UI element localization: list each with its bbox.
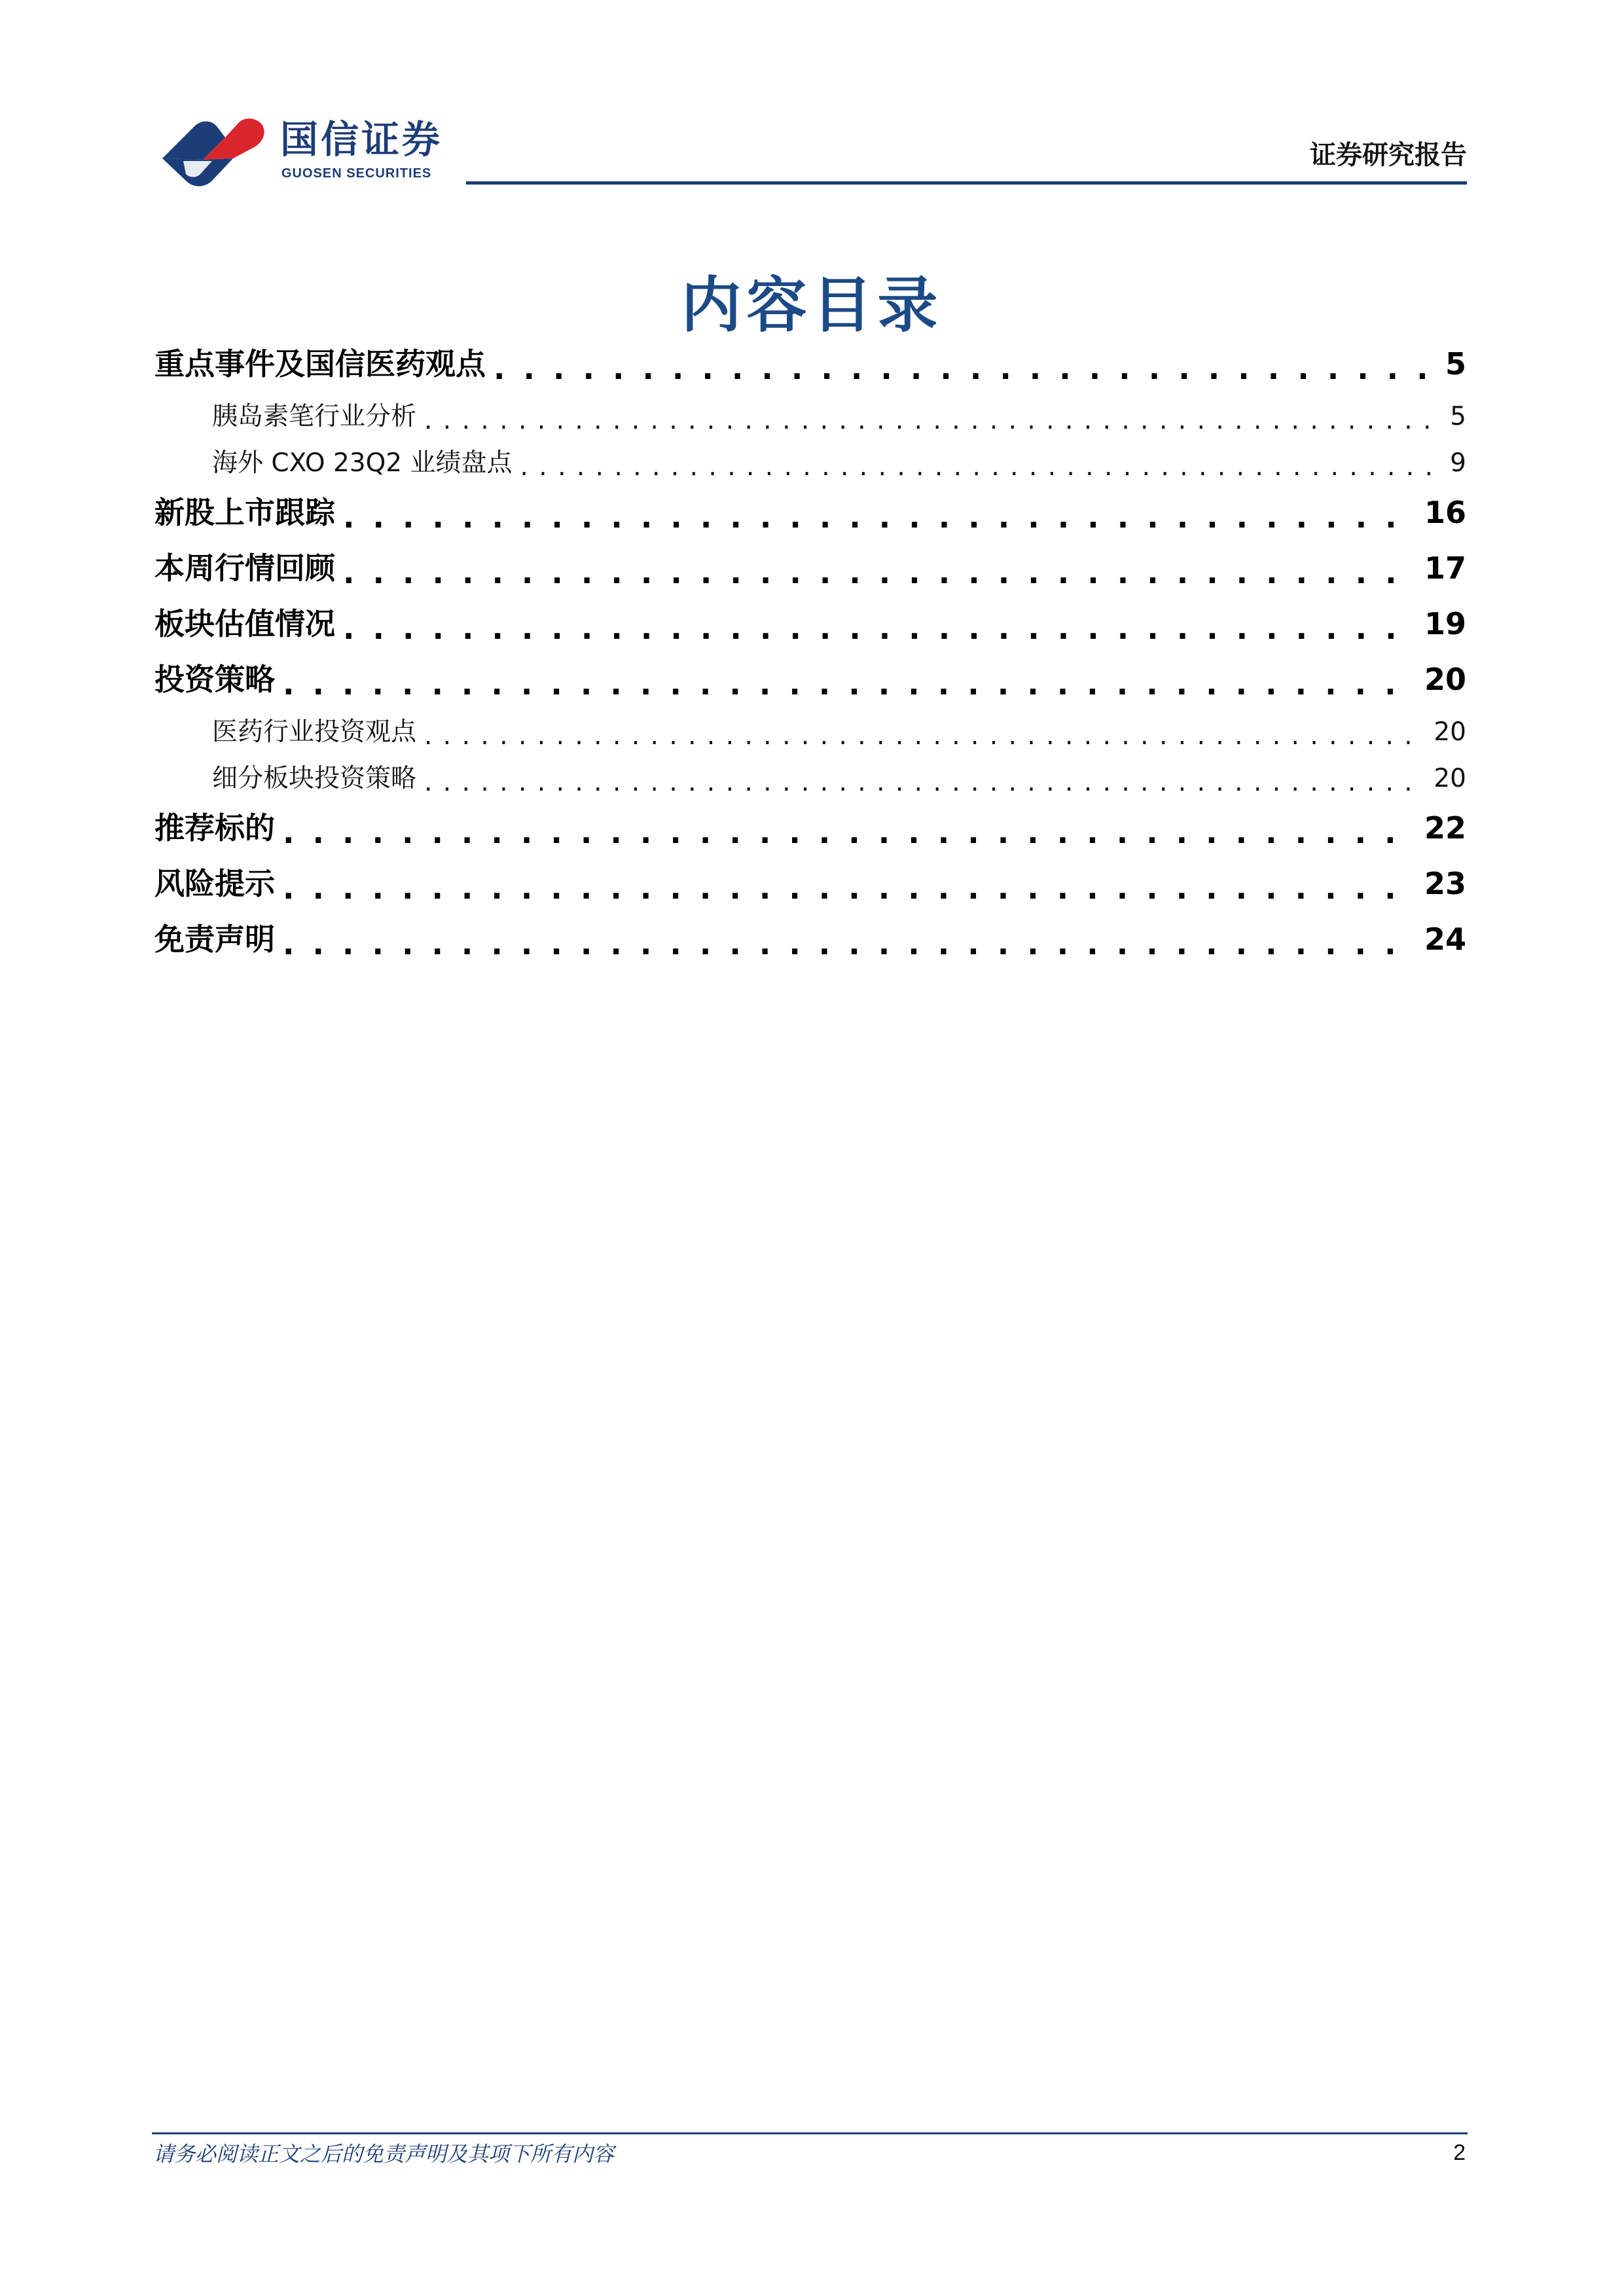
toc-dot-leader <box>343 499 1416 529</box>
toc-subsection-entry[interactable] <box>154 711 1466 758</box>
company-logo <box>157 113 445 191</box>
toc-dot-leader <box>283 870 1416 901</box>
report-type-label: 证券研究报告 <box>1310 140 1467 170</box>
toc-entry-label: 细分板块投资策略 <box>212 764 417 793</box>
toc-entry-label: 免责声明 <box>154 922 275 957</box>
toc-entry-page-number: 20 <box>1424 662 1466 697</box>
toc-entry-label: 胰岛素笔行业分析 <box>212 402 417 431</box>
toc-dot-leader <box>424 406 1442 431</box>
disclaimer-note: 请务必阅读正文之后的免责声明及其项下所有内容 <box>153 2142 615 2166</box>
toc-entry-label: 本周行情回顾 <box>154 550 335 586</box>
toc-section-entry[interactable] <box>154 545 1466 600</box>
toc-dot-leader <box>283 815 1416 845</box>
header-divider <box>466 181 1467 185</box>
toc-entry-label: 风险提示 <box>154 866 275 901</box>
table-of-contents <box>154 340 1466 971</box>
toc-entry-label: 医药行业投资观点 <box>212 717 417 747</box>
toc-entry-label: 板块估值情况 <box>154 606 335 641</box>
toc-dot-leader <box>343 555 1416 585</box>
toc-section-entry[interactable] <box>154 656 1466 711</box>
toc-entry-page-number: 16 <box>1424 495 1466 530</box>
toc-section-entry[interactable] <box>154 489 1466 545</box>
toc-subsection-entry[interactable] <box>154 442 1466 489</box>
toc-dot-leader <box>424 721 1426 747</box>
toc-dot-leader <box>343 611 1416 641</box>
toc-dot-leader <box>283 926 1416 956</box>
guosen-logo-icon <box>157 118 268 190</box>
toc-entry-page-number: 20 <box>1434 717 1466 747</box>
toc-entry-page-number: 19 <box>1424 606 1466 641</box>
toc-entry-label: 海外 CXO 23Q2 业绩盘点 <box>212 448 513 478</box>
toc-entry-label: 重点事件及国信医药观点 <box>154 346 486 382</box>
toc-section-entry[interactable] <box>154 600 1466 656</box>
toc-dot-leader <box>283 666 1416 696</box>
toc-section-entry[interactable] <box>154 860 1466 916</box>
toc-dot-leader <box>520 452 1442 478</box>
toc-entry-page-number: 9 <box>1450 448 1466 478</box>
toc-entry-label: 投资策略 <box>154 662 275 697</box>
toc-entry-page-number: 23 <box>1424 866 1466 901</box>
toc-entry-page-number: 22 <box>1424 810 1466 846</box>
toc-title: 内容目录 <box>681 270 943 340</box>
toc-section-entry[interactable] <box>154 916 1466 971</box>
footer-divider <box>152 2132 1468 2134</box>
toc-entry-page-number: 5 <box>1445 346 1466 382</box>
toc-subsection-entry[interactable] <box>154 758 1466 804</box>
toc-entry-label: 推荐标的 <box>154 810 275 846</box>
toc-dot-leader <box>424 768 1426 793</box>
toc-subsection-entry[interactable] <box>154 396 1466 442</box>
toc-section-entry[interactable] <box>154 340 1466 396</box>
toc-section-entry[interactable] <box>154 804 1466 860</box>
toc-entry-page-number: 20 <box>1434 764 1466 793</box>
toc-entry-label: 新股上市跟踪 <box>154 495 335 530</box>
toc-entry-page-number: 24 <box>1424 922 1466 957</box>
toc-entry-page-number: 17 <box>1424 550 1466 586</box>
page-header <box>0 0 1624 196</box>
page-number: 2 <box>1453 2140 1466 2165</box>
toc-dot-leader <box>494 351 1437 381</box>
logo-english-name: GUOSEN SECURITIES <box>281 166 432 181</box>
toc-entry-page-number: 5 <box>1450 402 1466 431</box>
logo-chinese-name: 国信证券 <box>280 117 443 162</box>
